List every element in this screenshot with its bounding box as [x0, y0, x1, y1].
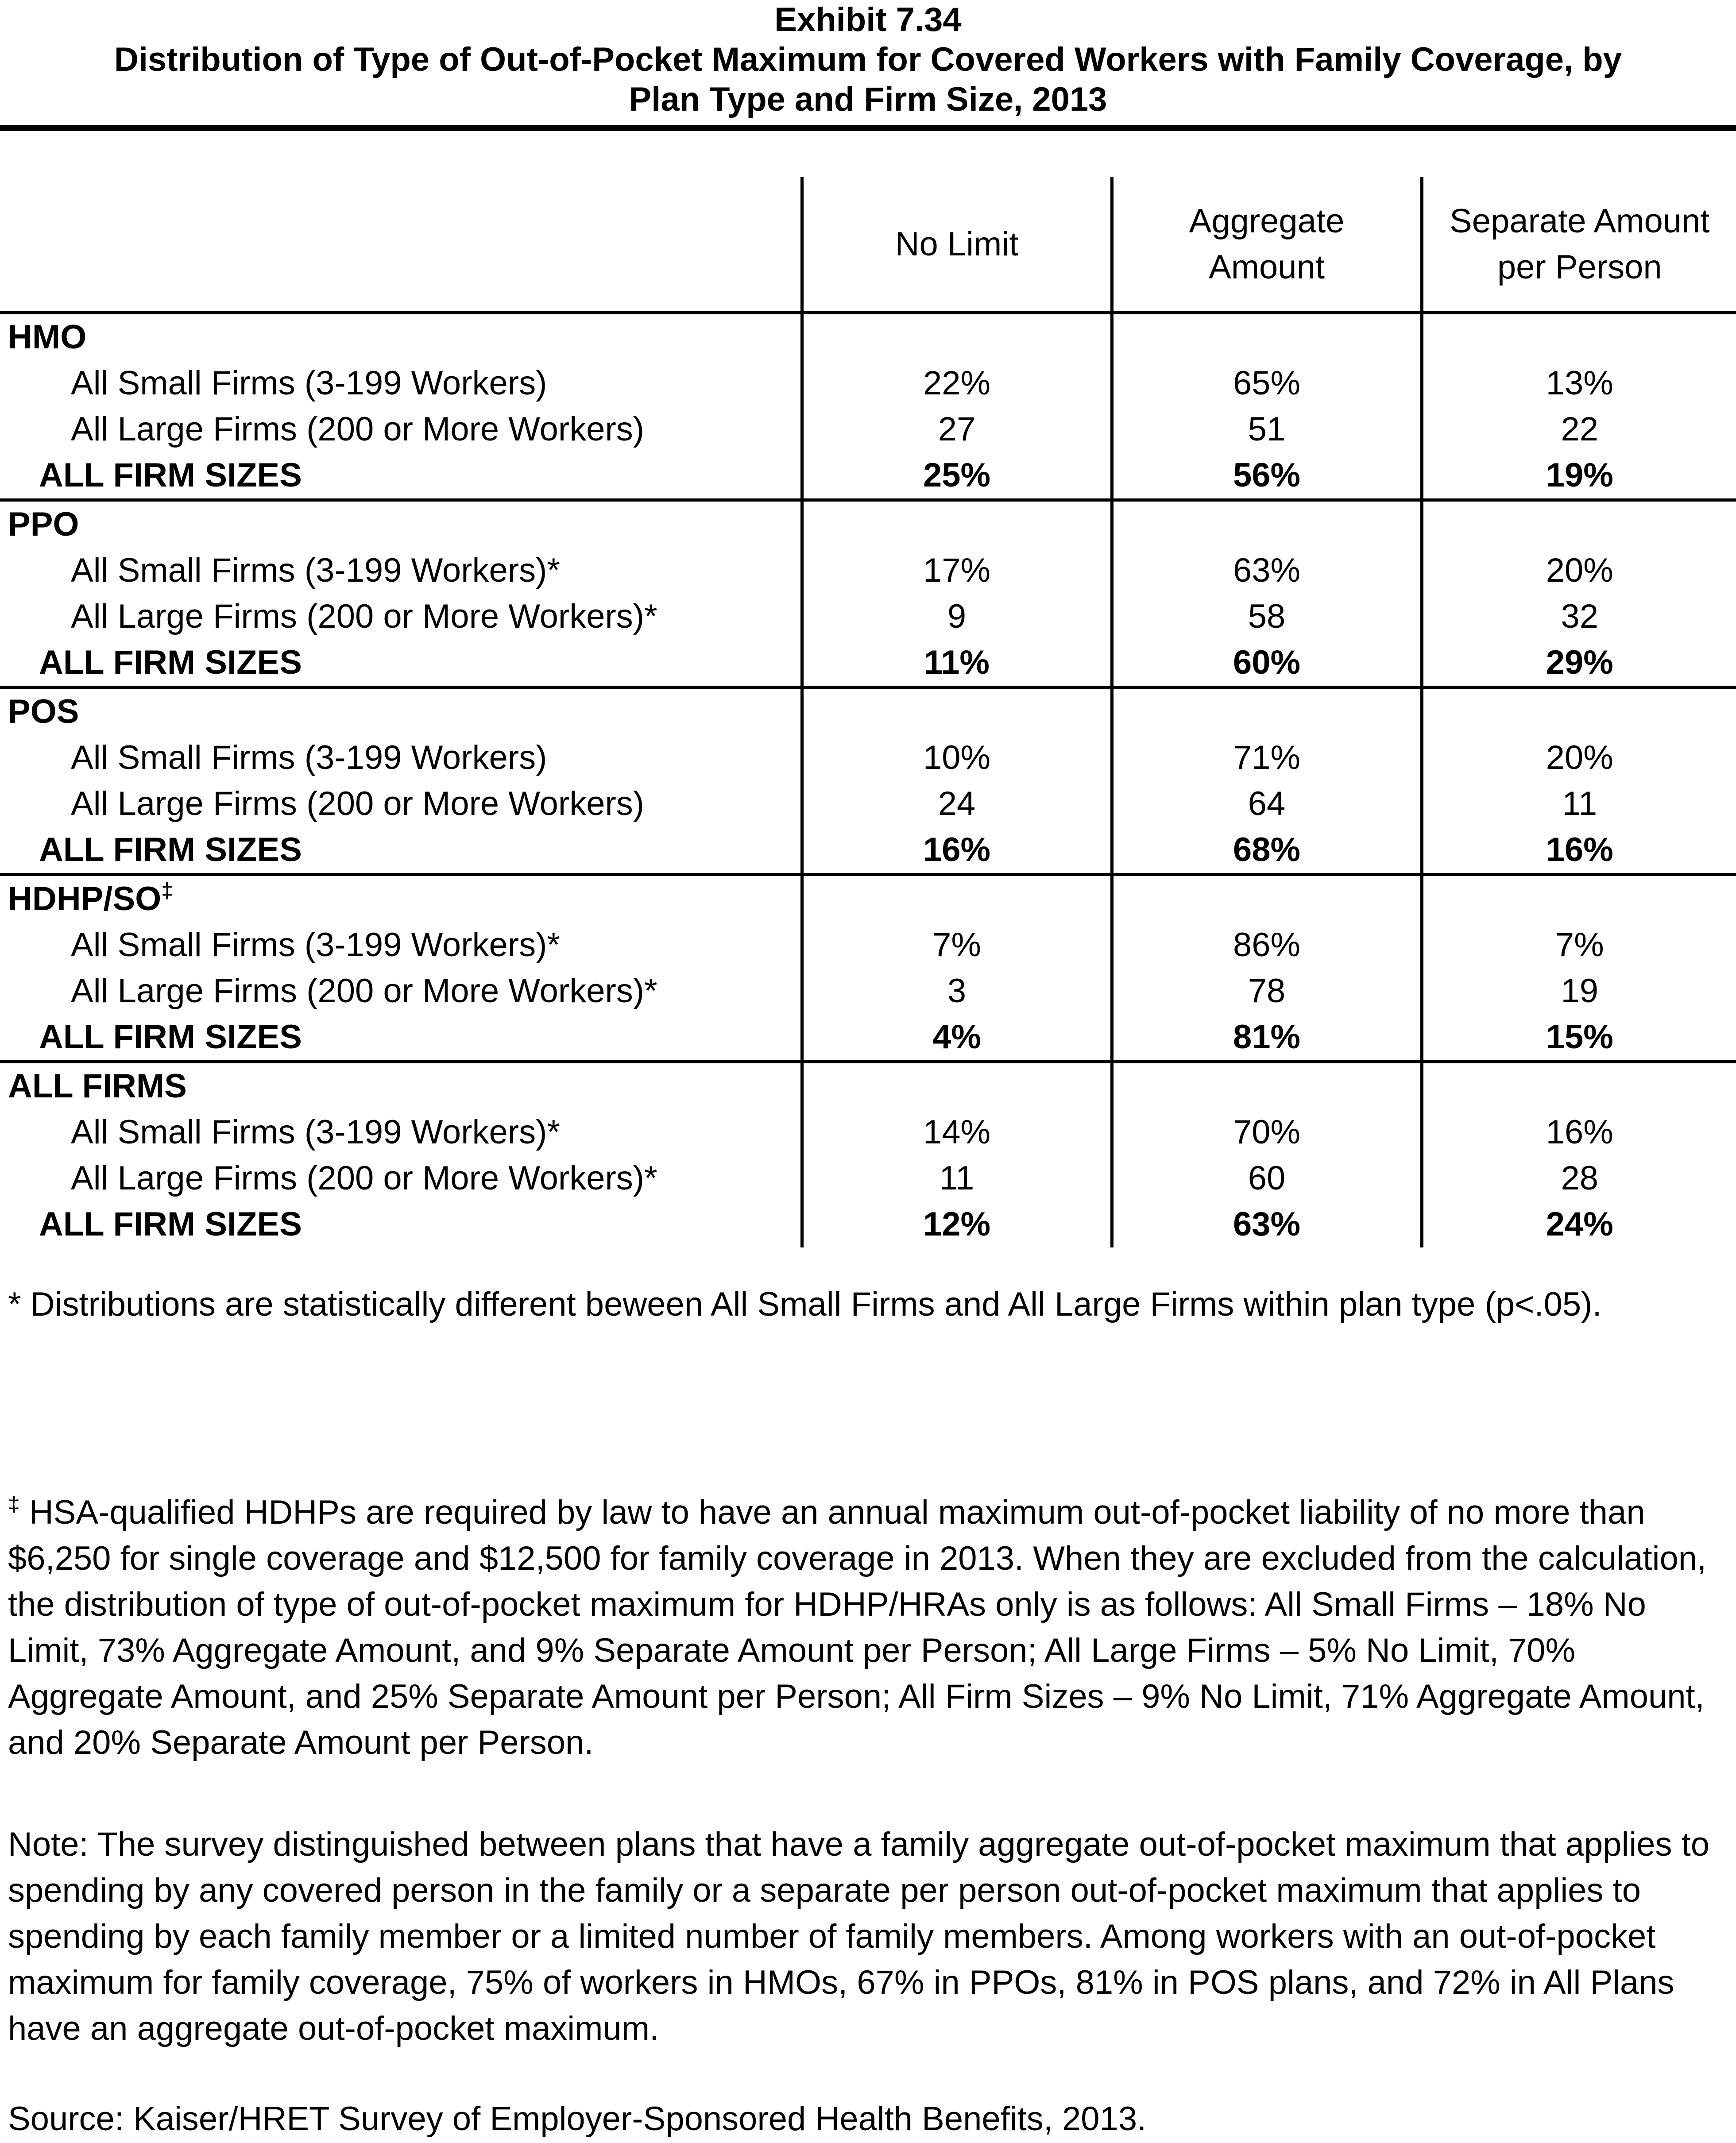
exhibit-number: Exhibit 7.34: [774, 1, 962, 39]
total-row: [0, 827, 1736, 875]
no-limit-cell: 27: [802, 406, 1112, 452]
row-label: All Small Firms (3-199 Workers)*: [71, 552, 560, 589]
aggregate-cell: 56%: [1112, 452, 1422, 500]
aggregate-cell: 51: [1112, 406, 1422, 452]
table-row: [0, 406, 1736, 452]
row-label: ALL FIRM SIZES: [0, 827, 802, 875]
no-limit-cell: 11: [802, 1155, 1112, 1201]
aggregate-cell: 58: [1112, 594, 1422, 640]
header-aggregate-amount: Aggregate Amount: [1112, 177, 1422, 313]
no-limit-cell: 12%: [802, 1201, 1112, 1247]
no-limit-cell: 9: [802, 594, 1112, 640]
separate-cell: 16%: [1422, 827, 1736, 875]
table-row: [0, 922, 1736, 968]
table-row: [0, 548, 1736, 594]
header-separate-amount: Separate Amount per Person: [1422, 177, 1736, 313]
separate-cell: 15%: [1422, 1014, 1736, 1062]
separate-cell: 19%: [1422, 452, 1736, 500]
row-label: ALL FIRM SIZES: [0, 1014, 802, 1062]
group-row-all-firms: [0, 1062, 1736, 1110]
aggregate-cell: 70%: [1112, 1109, 1422, 1155]
group-label: HDHP/SO‡: [8, 879, 173, 918]
aggregate-cell: 63%: [1112, 548, 1422, 594]
separate-cell: 7%: [1422, 922, 1736, 968]
separate-cell: 13%: [1422, 360, 1736, 406]
no-limit-cell: 4%: [802, 1014, 1112, 1062]
source-note: Source: Kaiser/HRET Survey of Employer-Sponsored Health Benefits, 2013.: [8, 2100, 1147, 2138]
double-dagger-mark: ‡: [8, 1493, 20, 1516]
no-limit-cell: 25%: [802, 452, 1112, 500]
group-label: POS: [8, 693, 79, 730]
separate-cell: 24%: [1422, 1201, 1736, 1247]
double-dagger-mark: ‡: [161, 879, 173, 903]
header-no-limit: No Limit: [802, 177, 1112, 313]
table-row: [0, 1109, 1736, 1155]
aggregate-cell: 63%: [1112, 1201, 1422, 1247]
separate-cell: 32: [1422, 594, 1736, 640]
total-row: [0, 640, 1736, 687]
group-row-pos: [0, 687, 1736, 735]
group-row-hdhp-so: [0, 875, 1736, 923]
title-line-1: Distribution of Type of Out-of-Pocket Maximum for Covered Workers with Family Coverage, by: [114, 41, 1622, 78]
distribution-table: [0, 177, 1736, 1247]
aggregate-cell: 60: [1112, 1155, 1422, 1201]
separate-cell: 16%: [1422, 1109, 1736, 1155]
no-limit-cell: 22%: [802, 360, 1112, 406]
separate-cell: 19: [1422, 968, 1736, 1014]
no-limit-cell: 16%: [802, 827, 1112, 875]
row-label: All Large Firms (200 or More Workers): [71, 410, 645, 448]
separate-cell: 28: [1422, 1155, 1736, 1201]
row-label: All Large Firms (200 or More Workers): [71, 785, 645, 822]
table-row: [0, 968, 1736, 1014]
no-limit-cell: 10%: [802, 735, 1112, 781]
row-label: All Small Firms (3-199 Workers): [71, 364, 547, 402]
row-label: All Small Firms (3-199 Workers)*: [71, 926, 560, 964]
aggregate-cell: 71%: [1112, 735, 1422, 781]
header-blank: [0, 177, 802, 313]
row-label: ALL FIRM SIZES: [39, 1205, 302, 1243]
row-label: All Large Firms (200 or More Workers)*: [71, 972, 657, 1010]
separate-cell: 20%: [1422, 548, 1736, 594]
separate-cell: 11: [1422, 781, 1736, 827]
aggregate-cell: 86%: [1112, 922, 1422, 968]
group-label: PPO: [8, 506, 79, 543]
no-limit-cell: 11%: [802, 640, 1112, 687]
exhibit-title: [0, 0, 1736, 120]
table-row: [0, 735, 1736, 781]
hdhp-footnote: ‡ HSA-qualified HDHPs are required by law to have an annual maximum out-of-pocket liability of no more than $6,250 for single coverage and $12,500 for family coverage in 2013. When they are excluded from the calculation, the distribution of type of out-of-pocket maximum for HDHP/HRAs only is as follows: All Small Firms – 18% No Limit, 73% Aggregate Amount, and 9% Separate Amount per Person; All Large Firms – 5% No Limit, 70% Aggregate Amount, and 25% Separate Amount per Person; All Firm Sizes – 9% No Limit, 71% Aggregate Amount, and 20% Separate Amount per Person.: [8, 1493, 1707, 1761]
no-limit-cell: 24: [802, 781, 1112, 827]
no-limit-cell: 14%: [802, 1109, 1112, 1155]
group-label: ALL FIRMS: [8, 1067, 187, 1105]
header-row: [0, 177, 1736, 313]
significance-footnote: * Distributions are statistically different beween All Small Firms and All Large Firms within plan type (p<.05).: [8, 1286, 1602, 1323]
aggregate-cell: 64: [1112, 781, 1422, 827]
no-limit-cell: 17%: [802, 548, 1112, 594]
table-row: [0, 1155, 1736, 1201]
row-label: All Large Firms (200 or More Workers)*: [71, 598, 657, 635]
aggregate-cell: 60%: [1112, 640, 1422, 687]
group-label: HMO: [8, 318, 87, 356]
survey-note: Note: The survey distinguished between plans that have a family aggregate out-of-pocket maximum that applies to spending by any covered person in the family or a separate per person out-of-pocket maximum that applies to spending by each family member or a limited number of family members. Among workers with an out-of-pocket maximum for family coverage, 75% of workers in HMOs, 67% in PPOs, 81% in POS plans, and 72% in All Plans have an aggregate out-of-pocket maximum.: [8, 1826, 1709, 2047]
aggregate-cell: 68%: [1112, 827, 1422, 875]
row-label: All Large Firms (200 or More Workers)*: [71, 1159, 657, 1197]
row-label: All Small Firms (3-199 Workers): [71, 739, 547, 776]
aggregate-cell: 78: [1112, 968, 1422, 1014]
title-divider: [0, 125, 1736, 131]
aggregate-cell: 65%: [1112, 360, 1422, 406]
separate-cell: 22: [1422, 406, 1736, 452]
row-label: ALL FIRM SIZES: [0, 452, 802, 500]
title-line-2: Plan Type and Firm Size, 2013: [629, 81, 1107, 118]
table-row: [0, 594, 1736, 640]
total-row: [0, 452, 1736, 500]
no-limit-cell: 7%: [802, 922, 1112, 968]
table-row: [0, 781, 1736, 827]
total-row: [0, 1014, 1736, 1062]
separate-cell: 29%: [1422, 640, 1736, 687]
no-limit-cell: 3: [802, 968, 1112, 1014]
aggregate-cell: 81%: [1112, 1014, 1422, 1062]
row-label: ALL FIRM SIZES: [0, 640, 802, 687]
total-row: [0, 1201, 1736, 1247]
row-label: All Small Firms (3-199 Workers)*: [71, 1113, 560, 1151]
table-row: [0, 360, 1736, 406]
separate-cell: 20%: [1422, 735, 1736, 781]
group-row-hmo: [0, 313, 1736, 361]
group-row-ppo: [0, 500, 1736, 548]
